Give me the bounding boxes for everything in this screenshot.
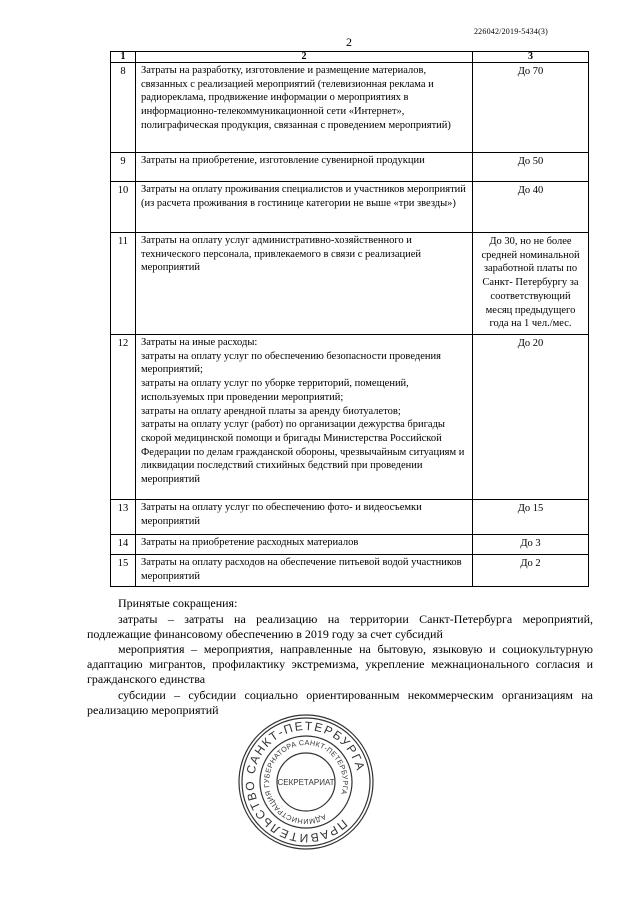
row-description: Затраты на приобретение, изготовление сувенирной продукции <box>136 153 473 182</box>
table-row <box>111 500 589 535</box>
costs-table <box>110 51 589 587</box>
table-row <box>111 63 589 153</box>
row-number: 8 <box>111 63 136 153</box>
column-header-number: 1 <box>111 52 136 63</box>
row-description: Затраты на разработку, изготовление и размещение материалов, связанных с реализацией мероприятий (телевизионная реклама и радиореклама, продвижение информации о мероприятиях в информационно-телекоммуникационной сети «Интернет», полиграфическая продукция, связанная с проведением мероприятий) <box>136 63 473 153</box>
page-number: 2 <box>346 35 352 49</box>
stamp-inner-text: АДМИНИСТРАЦИЯ ГУБЕРНАТОРА САНКТ-ПЕТЕРБУРГА <box>261 737 351 827</box>
row-limit: До 2 <box>473 555 589 587</box>
row-limit: До 30, но не более средней номинальной заработной платы по Санкт- Петербургу за соответствующий месяц предыдущего года на 1 чел./мес. <box>473 233 589 335</box>
row-description: Затраты на оплату услуг по обеспечению фото- и видеосъемки мероприятий <box>136 500 473 535</box>
row-limit: До 3 <box>473 535 589 555</box>
abbreviation-item: мероприятия – мероприятия, направленные на бытовую, языковую и социокультурную адаптацию мигрантов, профилактику экстремизма, укрепление межнационального согласия и гражданского единства <box>87 642 593 686</box>
document-number: 226042/2019-5434(3) <box>473 27 548 36</box>
row-description: Затраты на приобретение расходных материалов <box>136 535 473 555</box>
table-row <box>111 182 589 233</box>
row-number: 10 <box>111 182 136 233</box>
row-limit: До 40 <box>473 182 589 233</box>
stamp-center-text: СЕКРЕТАРИАТ <box>277 778 335 787</box>
row-limit: До 50 <box>473 153 589 182</box>
table-row <box>111 153 589 182</box>
row-limit: До 15 <box>473 500 589 535</box>
row-number: 14 <box>111 535 136 555</box>
row-number: 9 <box>111 153 136 182</box>
table-row <box>111 535 589 555</box>
row-number: 13 <box>111 500 136 535</box>
row-number: 11 <box>111 233 136 335</box>
row-number: 12 <box>111 335 136 500</box>
abbreviation-item: затраты – затраты на реализацию на территории Санкт-Петербурга мероприятий, подлежащие финансовому обеспечению в 2019 году за счет субсидий <box>87 612 593 641</box>
abbreviation-item: субсидии – субсидии социально ориентированным некоммерческим организациям на реализацию мероприятий <box>87 688 593 717</box>
table-row <box>111 555 589 587</box>
row-limit: До 20 <box>473 335 589 500</box>
row-limit: До 70 <box>473 63 589 153</box>
abbreviations-title: Принятые сокращения: <box>118 596 238 610</box>
table-row <box>111 335 589 500</box>
column-header-description: 2 <box>136 52 473 63</box>
row-description: Затраты на оплату проживания специалистов и участников мероприятий (из расчета проживания в гостинице категории не выше «три звезды») <box>136 182 473 233</box>
secretariat-stamp <box>236 712 376 852</box>
row-description: Затраты на оплату расходов на обеспечение питьевой водой участников мероприятий <box>136 555 473 587</box>
table-row <box>111 233 589 335</box>
table-header-row <box>111 52 589 63</box>
column-header-limit: 3 <box>473 52 589 63</box>
row-description: Затраты на оплату услуг административно-хозяйственного и технического персонала, привлекаемого в связи с реализацией мероприятий <box>136 233 473 335</box>
row-number: 15 <box>111 555 136 587</box>
row-description: Затраты на иные расходы: затраты на оплату услуг по обеспечению безопасности проведения мероприятий; затраты на оплату услуг по уборке территорий, помещений, используемых при проведении мероприятий; затраты на оплату арендной платы за аренду биотуалетов; затраты на оплату услуг (работ) по организации дежурства бригады скорой медицинской помощи и бригады Министерства Российской Федерации по делам гражданской обороны, чрезвычайным ситуациям и ликвидации последствий стихийных бедствий при проведении мероприятий <box>136 335 473 500</box>
stamp-outer-text: ПРАВИТЕЛЬСТВО САНКТ-ПЕТЕРБУРГА <box>242 718 368 846</box>
